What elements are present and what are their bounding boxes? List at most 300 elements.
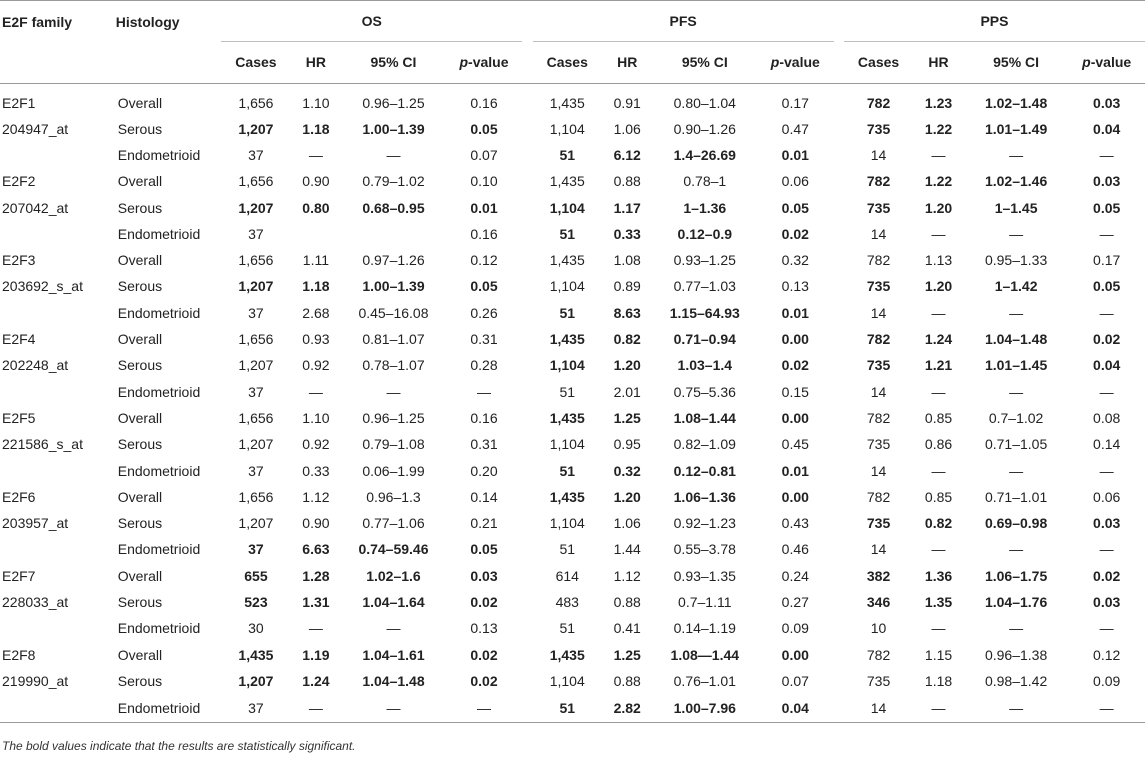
value-cell: 0.82–1.09: [673, 436, 736, 453]
gene-cell: 219990_at: [2, 672, 69, 689]
value-cell: 0.43: [781, 515, 809, 532]
value-cell: 1.04–1.48: [984, 331, 1048, 348]
value-cell: 1.08: [613, 252, 641, 269]
value-cell: 735: [866, 515, 891, 532]
value-cell: 0.07: [470, 146, 498, 163]
gap-cell: [834, 405, 844, 431]
histology-cell: Serous: [117, 120, 163, 137]
gene-cell: [0, 221, 114, 247]
value-cell: 1.15–64.93: [669, 304, 740, 321]
value-cell: 0.14: [1093, 436, 1121, 453]
value-cell: 1.28: [302, 567, 330, 584]
value-cell: 1,435: [549, 252, 585, 269]
value-cell: 0.01: [781, 462, 809, 479]
histology-cell: Serous: [117, 436, 163, 453]
value-cell: 0.03: [1093, 173, 1121, 190]
value-cell: —: [931, 383, 946, 400]
value-cell: —: [1099, 620, 1114, 637]
gap-cell: [522, 116, 532, 142]
value-cell: 0.47: [781, 120, 809, 137]
value-cell: 0.96–1.25: [362, 409, 425, 426]
value-cell: 1,104: [549, 357, 585, 374]
value-cell: 37: [248, 383, 264, 400]
value-cell: 1,435: [549, 331, 585, 348]
header-ci: 95% CI: [370, 54, 417, 70]
value-cell: 0.26: [470, 304, 498, 321]
value-cell: —: [931, 699, 946, 716]
value-cell: 0.31: [470, 436, 498, 453]
value-cell: 8.63: [613, 304, 641, 321]
value-cell: 10: [870, 620, 887, 637]
gene-cell: 202248_at: [2, 357, 69, 374]
gene-cell: 221586_s_at: [2, 436, 83, 453]
value-cell: 0.88: [613, 672, 641, 689]
value-cell: [291, 221, 342, 247]
value-cell: 0.79–1.02: [362, 173, 425, 190]
value-cell: 1,207: [238, 515, 274, 532]
value-cell: —: [931, 620, 946, 637]
value-cell: 0.91: [613, 94, 641, 111]
header-p-value: p-value: [1082, 54, 1132, 70]
value-cell: 1,207: [238, 278, 274, 295]
value-cell: 0.32: [613, 462, 641, 479]
value-cell: 1.08–1.44: [673, 409, 736, 426]
gap-cell: [522, 221, 532, 247]
gap-cell: [834, 694, 844, 722]
value-cell: 1,104: [549, 120, 585, 137]
table-body: [0, 84, 1145, 723]
value-cell: 51: [559, 304, 576, 321]
value-cell: 0.92–1.23: [673, 515, 736, 532]
value-cell: 0.04: [1093, 357, 1121, 374]
value-cell: 0.75–5.36: [673, 383, 736, 400]
value-cell: 0.71–0.94: [673, 331, 736, 348]
histology-cell: Endometrioid: [117, 620, 201, 637]
value-cell: 0.77–1.03: [673, 278, 736, 295]
value-cell: 0.96–1.25: [362, 94, 425, 111]
histology-cell: Endometrioid: [117, 146, 201, 163]
value-cell: 1.35: [924, 593, 953, 610]
table-row: [0, 300, 1145, 326]
value-cell: 1.20: [613, 488, 641, 505]
header-row-groups: [0, 1, 1145, 42]
header-group-pps: PPS: [844, 1, 1145, 42]
value-cell: 1.22: [924, 120, 953, 137]
value-cell: 0.03: [1093, 94, 1121, 111]
value-cell: 1.12: [302, 488, 330, 505]
gene-cell: 204947_at: [2, 120, 69, 137]
value-cell: 735: [866, 120, 891, 137]
gap-cell: [522, 405, 532, 431]
gene-cell: [0, 536, 114, 562]
value-cell: 0.33: [613, 225, 641, 242]
value-cell: 0.93–1.35: [673, 567, 736, 584]
value-cell: —: [1009, 462, 1024, 479]
histology-cell: Serous: [117, 515, 163, 532]
value-cell: 0.33: [302, 462, 330, 479]
value-cell: 0.02: [1093, 567, 1121, 584]
value-cell: 1.04–1.48: [362, 672, 425, 689]
gene-cell: E2F4: [2, 331, 36, 348]
gene-cell: [0, 378, 114, 404]
value-cell: 0.32: [781, 252, 809, 269]
value-cell: —: [1009, 620, 1024, 637]
value-cell: 1.10: [302, 409, 330, 426]
gene-cell: E2F5: [2, 409, 36, 426]
value-cell: 14: [870, 383, 887, 400]
value-cell: 0.77–1.06: [362, 515, 425, 532]
value-cell: 1.18: [924, 672, 953, 689]
value-cell: 6.12: [613, 146, 641, 163]
value-cell: 0.12–0.9: [677, 225, 733, 242]
value-cell: —: [386, 699, 401, 716]
gap-cell: [834, 84, 844, 116]
value-cell: 0.81–1.07: [362, 331, 425, 348]
value-cell: 1.04–1.64: [362, 593, 425, 610]
gap-cell: [834, 589, 844, 615]
value-cell: 0.98–1.42: [984, 672, 1048, 689]
value-cell: 0.16: [470, 94, 498, 111]
table-row: [0, 405, 1145, 431]
value-cell: 0.78–1: [683, 173, 727, 190]
value-cell: —: [308, 620, 323, 637]
value-cell: —: [1099, 541, 1114, 558]
value-cell: —: [386, 146, 401, 163]
value-cell: 0.05: [1093, 199, 1121, 216]
value-cell: —: [386, 383, 401, 400]
value-cell: 14: [870, 462, 887, 479]
gap-cell: [522, 352, 532, 378]
value-cell: 1.4–26.69: [673, 146, 736, 163]
value-cell: 14: [870, 304, 887, 321]
value-cell: 0.28: [470, 357, 498, 374]
value-cell: 0.27: [781, 593, 809, 610]
value-cell: 782: [866, 94, 891, 111]
value-cell: 1.44: [613, 541, 641, 558]
gene-cell: 228033_at: [2, 593, 69, 610]
gap-cell: [522, 273, 532, 299]
gap-cell: [522, 589, 532, 615]
value-cell: 1.11: [302, 252, 330, 269]
gene-cell: E2F2: [2, 173, 36, 190]
value-cell: 0.86: [924, 436, 953, 453]
gap-cell: [834, 457, 844, 483]
value-cell: 6.63: [302, 541, 330, 558]
table-row: [0, 326, 1145, 352]
value-cell: 0.06: [1093, 488, 1121, 505]
value-cell: 382: [866, 567, 891, 584]
value-cell: 0.05: [1093, 278, 1121, 295]
histology-cell: Overall: [117, 173, 163, 190]
table-row: [0, 194, 1145, 220]
value-cell: 1,435: [549, 409, 585, 426]
value-cell: 0.03: [1093, 515, 1121, 532]
value-cell: 735: [866, 436, 891, 453]
gap-cell: [834, 510, 844, 536]
value-cell: 0.01: [470, 199, 498, 216]
table-row: [0, 484, 1145, 510]
value-cell: 0.20: [470, 462, 498, 479]
value-cell: 0.07: [781, 672, 809, 689]
value-cell: 0.05: [470, 120, 498, 137]
value-cell: 0.74–59.46: [358, 541, 429, 558]
gap-cell: [834, 431, 844, 457]
value-cell: 0.31: [470, 331, 498, 348]
value-cell: 782: [866, 646, 891, 663]
value-cell: 782: [866, 409, 891, 426]
gap-cell: [522, 194, 532, 220]
value-cell: 51: [559, 462, 576, 479]
histology-cell: Serous: [117, 593, 163, 610]
value-cell: 0.01: [781, 146, 809, 163]
value-cell: 37: [248, 304, 264, 321]
value-cell: [341, 221, 445, 247]
value-cell: 0.93–1.25: [673, 252, 736, 269]
value-cell: 1,656: [238, 252, 274, 269]
value-cell: 2.82: [613, 699, 641, 716]
value-cell: 0.24: [781, 567, 809, 584]
gene-cell: E2F6: [2, 488, 36, 505]
value-cell: 0.82: [613, 331, 641, 348]
value-cell: 735: [866, 672, 891, 689]
gene-cell: [0, 457, 114, 483]
value-cell: 1.04–1.61: [362, 646, 425, 663]
value-cell: 0.17: [1093, 252, 1121, 269]
value-cell: —: [1009, 383, 1024, 400]
value-cell: 1.02–1.6: [366, 567, 421, 584]
histology-cell: Overall: [117, 94, 163, 111]
value-cell: —: [1099, 304, 1114, 321]
value-cell: 0.02: [1093, 331, 1121, 348]
value-cell: 37: [248, 541, 264, 558]
value-cell: 1,104: [549, 278, 585, 295]
table-row: [0, 378, 1145, 404]
value-cell: —: [1009, 146, 1024, 163]
value-cell: —: [1009, 541, 1024, 558]
table-row: [0, 168, 1145, 194]
value-cell: 0.96–1.3: [366, 488, 421, 505]
value-cell: 1.00–1.39: [362, 278, 425, 295]
gap-cell: [834, 668, 844, 694]
value-cell: 0.01: [781, 304, 809, 321]
value-cell: 51: [559, 383, 576, 400]
value-cell: 0.00: [781, 331, 809, 348]
header-e2f-family: E2F family: [2, 14, 73, 30]
gap-cell: [522, 457, 532, 483]
value-cell: —: [1099, 383, 1114, 400]
table-row: [0, 615, 1145, 641]
value-cell: 0.97–1.26: [362, 252, 425, 269]
histology-cell: Endometrioid: [117, 541, 201, 558]
gap-cell: [834, 326, 844, 352]
gap-cell: [522, 431, 532, 457]
value-cell: 1,656: [238, 331, 274, 348]
histology-cell: Overall: [117, 409, 163, 426]
value-cell: 0.02: [470, 672, 498, 689]
value-cell: 1,104: [549, 515, 585, 532]
value-cell: 0.05: [470, 541, 498, 558]
value-cell: 0.95: [613, 436, 641, 453]
header-histology: Histology: [115, 14, 180, 30]
gap-cell: [522, 563, 532, 589]
value-cell: 0.00: [781, 646, 809, 663]
gap-cell: [834, 615, 844, 641]
value-cell: 0.06: [781, 173, 809, 190]
gap-cell: [522, 300, 532, 326]
value-cell: 0.71–1.05: [984, 436, 1048, 453]
table-row: [0, 116, 1145, 142]
header-group-pfs: PFS: [533, 1, 834, 42]
value-cell: 37: [248, 146, 264, 163]
histology-cell: Overall: [117, 331, 163, 348]
value-cell: 782: [866, 173, 891, 190]
gap-cell: [522, 247, 532, 273]
value-cell: 0.90: [302, 173, 330, 190]
histology-cell: Endometrioid: [117, 462, 201, 479]
value-cell: 1.24: [302, 672, 330, 689]
table-row: [0, 641, 1145, 667]
value-cell: 0.05: [470, 278, 498, 295]
value-cell: 0.45–16.08: [358, 304, 429, 321]
gene-cell: [0, 615, 114, 641]
value-cell: 1.19: [302, 646, 330, 663]
value-cell: 0.16: [470, 225, 498, 242]
value-cell: 0.80: [302, 199, 330, 216]
value-cell: 1,435: [549, 488, 585, 505]
value-cell: 1.25: [613, 409, 641, 426]
value-cell: 1,104: [549, 199, 585, 216]
value-cell: 1.02–1.46: [984, 173, 1048, 190]
value-cell: 0.16: [470, 409, 498, 426]
table-row: [0, 536, 1145, 562]
histology-cell: Overall: [117, 252, 163, 269]
value-cell: 30: [248, 620, 264, 637]
value-cell: 735: [866, 357, 891, 374]
gap-cell: [522, 484, 532, 510]
value-cell: —: [1099, 462, 1114, 479]
gene-cell: E2F8: [2, 646, 36, 663]
value-cell: 1.01–1.45: [984, 357, 1048, 374]
value-cell: 0.41: [613, 620, 641, 637]
value-cell: 0.12–0.81: [673, 462, 736, 479]
value-cell: 0.04: [781, 699, 809, 716]
table-row: [0, 668, 1145, 694]
value-cell: 655: [244, 567, 268, 584]
gap-cell: [522, 668, 532, 694]
histology-cell: Endometrioid: [117, 699, 201, 716]
value-cell: 1,656: [238, 488, 274, 505]
gap-cell: [522, 694, 532, 722]
value-cell: 523: [244, 593, 268, 610]
gap-cell: [522, 641, 532, 667]
value-cell: 1,207: [238, 357, 274, 374]
header-p-value: p-value: [770, 54, 820, 70]
value-cell: 1.24: [924, 331, 953, 348]
value-cell: 1.13: [924, 252, 953, 269]
value-cell: 1.22: [924, 173, 953, 190]
value-cell: 1.21: [924, 357, 953, 374]
table-row: [0, 142, 1145, 168]
value-cell: —: [931, 225, 946, 242]
value-cell: 0.90: [302, 515, 330, 532]
value-cell: 0.78–1.07: [362, 357, 425, 374]
value-cell: 37: [248, 462, 264, 479]
gap-cell: [522, 378, 532, 404]
header-ci: 95% CI: [681, 54, 728, 70]
gap-cell: [522, 615, 532, 641]
value-cell: 735: [866, 199, 891, 216]
value-cell: 0.03: [1093, 593, 1121, 610]
value-cell: 0.71–1.01: [984, 488, 1048, 505]
gene-cell: 207042_at: [2, 199, 69, 216]
histology-cell: Overall: [117, 646, 163, 663]
value-cell: 0.90–1.26: [673, 120, 736, 137]
value-cell: 0.82: [924, 515, 953, 532]
value-cell: 0.02: [470, 593, 498, 610]
table-row: [0, 457, 1145, 483]
gap-cell: [522, 326, 532, 352]
value-cell: —: [308, 146, 323, 163]
gap-cell: [834, 142, 844, 168]
table-row: [0, 84, 1145, 116]
value-cell: 0.92: [302, 357, 330, 374]
header-cases: Cases: [546, 54, 588, 70]
value-cell: 0.02: [781, 357, 809, 374]
value-cell: 51: [559, 699, 576, 716]
value-cell: 483: [555, 593, 579, 610]
value-cell: —: [931, 146, 946, 163]
value-cell: 0.06–1.99: [362, 462, 425, 479]
header-hr: HR: [305, 54, 327, 70]
value-cell: 0.7–1.11: [678, 593, 732, 610]
value-cell: —: [308, 699, 323, 716]
value-cell: 735: [866, 278, 891, 295]
value-cell: 0.05: [781, 199, 809, 216]
value-cell: 0.88: [613, 593, 641, 610]
value-cell: 0.14: [470, 488, 498, 505]
value-cell: 1.18: [302, 120, 330, 137]
value-cell: 1.36: [924, 567, 953, 584]
gene-cell: [0, 694, 114, 722]
histology-cell: Overall: [117, 488, 163, 505]
value-cell: 0.89: [613, 278, 641, 295]
histology-cell: Serous: [117, 278, 163, 295]
table-row: [0, 589, 1145, 615]
header-p-value: p-value: [459, 54, 509, 70]
value-cell: 1.23: [924, 94, 953, 111]
value-cell: —: [931, 304, 946, 321]
gap-cell: [834, 378, 844, 404]
value-cell: —: [1009, 699, 1024, 716]
histology-cell: Overall: [117, 567, 163, 584]
header-group-os: OS: [221, 1, 522, 42]
table-row: [0, 563, 1145, 589]
gene-cell: [0, 142, 114, 168]
gap-cell: [834, 168, 844, 194]
value-cell: 0.14–1.19: [673, 620, 736, 637]
value-cell: 0.03: [470, 567, 498, 584]
gap-cell: [522, 510, 532, 536]
value-cell: 1.06–1.36: [673, 488, 736, 505]
value-cell: 1,435: [549, 94, 585, 111]
gene-cell: E2F1: [2, 94, 36, 111]
value-cell: 1,104: [549, 672, 585, 689]
table-row: [0, 273, 1145, 299]
value-cell: 51: [559, 146, 576, 163]
table-footnote: The bold values indicate that the results are statistically significant.: [2, 739, 356, 753]
gap-cell: [834, 300, 844, 326]
value-cell: —: [476, 699, 491, 716]
